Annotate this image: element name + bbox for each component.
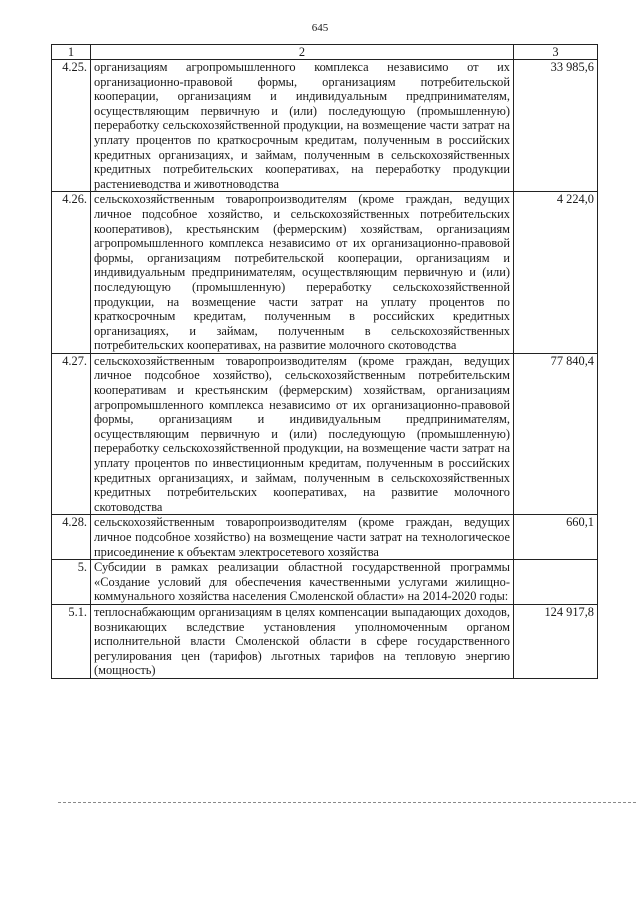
row-amount: 660,1 (514, 515, 598, 560)
row-amount: 4 224,0 (514, 192, 598, 354)
row-amount: 77 840,4 (514, 353, 598, 515)
row-amount (514, 560, 598, 605)
table-row (52, 604, 598, 678)
row-description: сельскохозяйственным товаропроизводителям (кроме граждан, ведущих личное подсобное хозяйство), сельскохозяйственным потребительским кооперативам и крестьянским (фермерским) хозяйствам, организациям агропромышленного комплекса независимо от их организационно-правовой формы, организациям и индивидуальным предпринимателям, осуществляющим первичную и (или) последующую (промышленную) переработку сельскохозяйственной продукции, на возмещение части затрат на уплату процентов по инвестиционным кредитам, полученным в российских кредитных организациях, и займам, полученным в сельскохозяйственных кредитных потребительских кооперативах, на развитие молочного скотоводства (91, 353, 514, 515)
row-description: сельскохозяйственным товаропроизводителям (кроме граждан, ведущих личное подсобное хозяйство, и сельскохозяйственных потребительских кооперативов), крестьянским (фермерским) хозяйствам, организациям агропромышленного комплекса независимо от их организационно-правовой формы, организациям потребительской кооперации, организациям и индивидуальным предпринимателям, осуществляющим первичную и (или) последующую (промышленную) переработку сельскохозяйственной продукции, на возмещение части затрат на уплату процентов по краткосрочным кредитам, полученным в российских кредитных организациях, и займам, полученным в сельскохозяйственных потребительских кооперативах, на развитие молочного скотоводства (91, 192, 514, 354)
row-description: организациям агропромышленного комплекса независимо от их организационно-правовой формы, организациям потребительской кооперации, организациям и индивидуальным предпринимателям, осуществляющим первичную и (или) последующую (промышленную) переработку сельскохозяйственной продукции, на возмещение части затрат на уплату процентов по краткосрочным кредитам, полученным в российских кредитных организациях, и займам, полученным в сельскохозяйственных кредитных потребительских кооперативах, на переработку продукции растениеводства и животноводства (91, 60, 514, 192)
page-number: 645 (311, 22, 329, 34)
scan-artifact-dashed-line (58, 802, 636, 803)
table-header-row (52, 45, 598, 60)
table-row (52, 353, 598, 515)
row-number: 5.1. (52, 604, 91, 678)
column-header-amount: 3 (514, 45, 598, 60)
row-description: Субсидии в рамках реализации областной государственной программы «Создание условий для обеспечения качественными услугами жилищно-коммунального хозяйства населения Смоленской области» на 2014-2020 годы: (91, 560, 514, 605)
table-row (52, 192, 598, 354)
row-amount: 33 985,6 (514, 60, 598, 192)
row-number: 4.26. (52, 192, 91, 354)
column-header-description: 2 (91, 45, 514, 60)
table-row (52, 515, 598, 560)
row-number: 4.27. (52, 353, 91, 515)
row-number: 5. (52, 560, 91, 605)
column-header-number: 1 (52, 45, 91, 60)
row-description: теплоснабжающим организациям в целях компенсации выпадающих доходов, возникающих вследствие установления уполномоченным органом исполнительной власти Смоленской области в сфере государственного регулирования цен (тарифов) льготных тарифов на тепловую энергию (мощность) (91, 604, 514, 678)
table-row (52, 60, 598, 192)
row-amount: 124 917,8 (514, 604, 598, 678)
row-number: 4.28. (52, 515, 91, 560)
row-description: сельскохозяйственным товаропроизводителям (кроме граждан, ведущих личное подсобное хозяйство) на возмещение части затрат на технологическое присоединение к объектам электросетевого хозяйства (91, 515, 514, 560)
row-number: 4.25. (52, 60, 91, 192)
table-row (52, 560, 598, 605)
subsidy-table (51, 44, 598, 679)
